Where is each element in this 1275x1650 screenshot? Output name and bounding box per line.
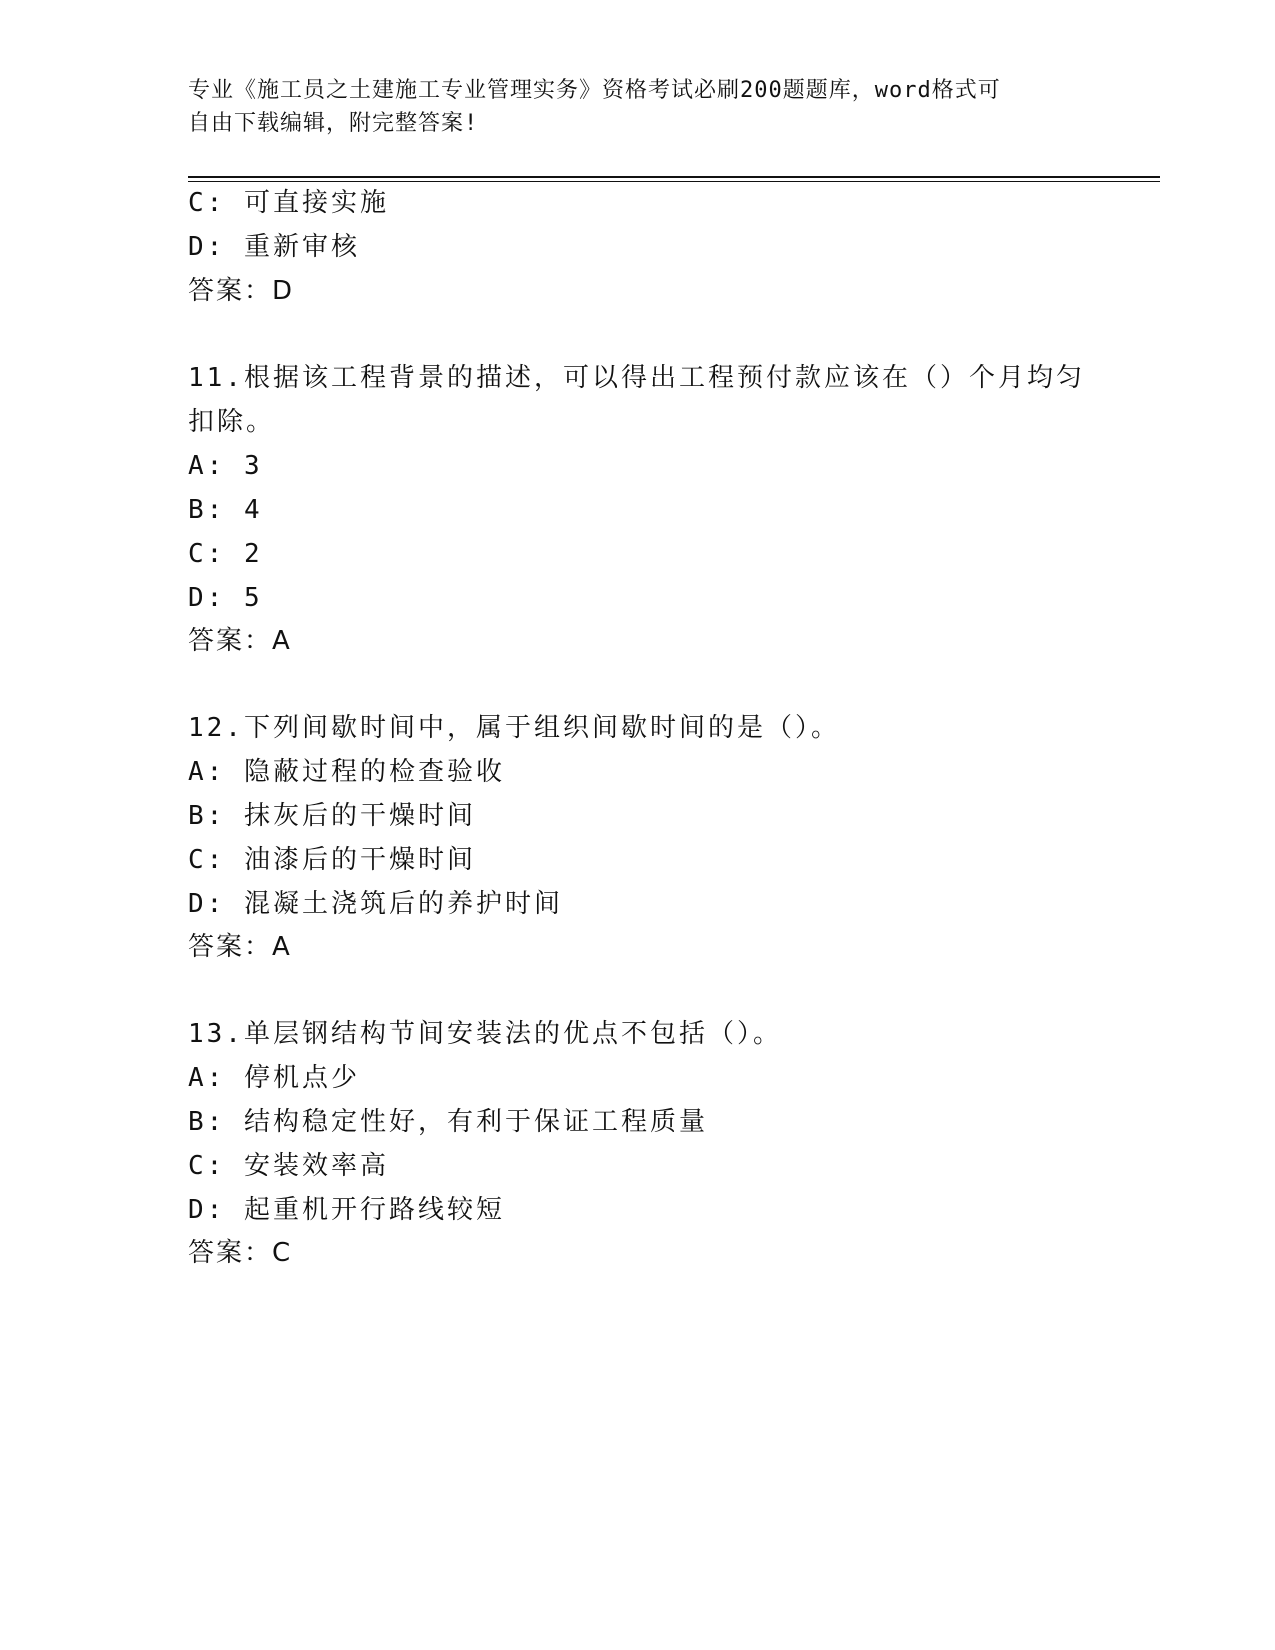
- q12-option-d: D: 混凝土浇筑后的养护时间: [188, 889, 563, 919]
- document-header: [188, 74, 1068, 140]
- header-divider-thick: [188, 176, 1160, 178]
- header-divider-thin: [188, 181, 1160, 182]
- q10-answer: 答案：D: [188, 276, 295, 306]
- header-title-line-2: 自由下载编辑，附完整答案!: [188, 111, 479, 136]
- q11-stem-line-2: 扣除。: [188, 407, 276, 437]
- q13-option-c: C: 安装效率高: [188, 1151, 389, 1181]
- q13-option-d: D: 起重机开行路线较短: [188, 1195, 505, 1225]
- q11-option-c: C: 2: [188, 539, 263, 569]
- q11-option-b: B: 4: [188, 495, 263, 525]
- q13-answer: 答案：C: [188, 1238, 293, 1268]
- q10-option-c: C: 可直接实施: [188, 188, 389, 218]
- q11-stem-line-1: 11.根据该工程背景的描述，可以得出工程预付款应该在（）个月均匀: [188, 363, 1085, 393]
- q12-option-b: B: 抹灰后的干燥时间: [188, 801, 476, 831]
- q13-option-a: A: 停机点少: [188, 1063, 360, 1093]
- q13-option-b: B: 结构稳定性好，有利于保证工程质量: [188, 1107, 708, 1137]
- q12-stem: 12.下列间歇时间中，属于组织间歇时间的是（）。: [188, 713, 840, 743]
- q12-option-a: A: 隐蔽过程的检查验收: [188, 757, 505, 787]
- q12-option-c: C: 油漆后的干燥时间: [188, 845, 476, 875]
- q10-option-d: D: 重新审核: [188, 232, 360, 262]
- q11-option-a: A: 3: [188, 451, 263, 481]
- q11-answer: 答案：A: [188, 626, 292, 656]
- q13-stem: 13.单层钢结构节间安装法的优点不包括（）。: [188, 1019, 782, 1049]
- q12-answer: 答案：A: [188, 932, 292, 962]
- q11-option-d: D: 5: [188, 583, 263, 613]
- header-title-line-1: 专业《施工员之土建施工专业管理实务》资格考试必刷200题题库，word格式可: [188, 78, 1001, 103]
